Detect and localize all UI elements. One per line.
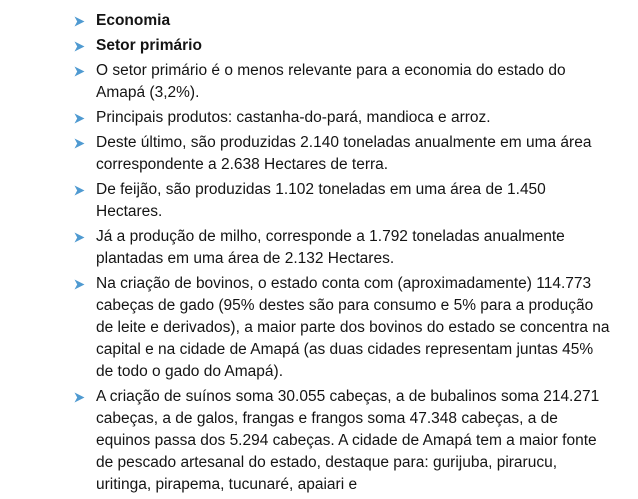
arrow-bullet-icon bbox=[74, 10, 86, 32]
bullet-item bbox=[74, 226, 614, 270]
bullet-item bbox=[74, 179, 614, 223]
arrow-bullet-icon bbox=[74, 132, 86, 154]
bullet-item bbox=[74, 10, 614, 32]
bullet-item bbox=[74, 107, 614, 129]
arrow-bullet-icon bbox=[74, 107, 86, 129]
bullet-text: Deste último, são produzidas 2.140 toneladas anualmente em uma área correspondente a 2.638 Hectares de terra. bbox=[96, 134, 592, 173]
bullet-text: Economia bbox=[96, 12, 171, 29]
bullet-text: Já a produção de milho, corresponde a 1.792 toneladas anualmente plantadas em uma área de 2.132 Hectares. bbox=[96, 228, 565, 267]
bullet-item bbox=[74, 273, 614, 383]
bullet-text: Principais produtos: castanha-do-pará, mandioca e arroz. bbox=[96, 109, 491, 126]
bullet-text: Na criação de bovinos, o estado conta com (aproximadamente) 114.773 cabeças de gado (95% destes são para consumo e 5% para a produção de leite e derivados), a maior parte dos bovinos do estado se concentra na capital e na cidade de Amapá (as duas cidades representam juntas 45% de todo o gado do Amapá). bbox=[96, 275, 610, 380]
bullet-text: A criação de suínos soma 30.055 cabeças, a de bubalinos soma 214.271 cabeças, a de galos, frangas e frangos soma 47.348 cabeças, a de equinos passa dos 5.294 cabeças. A cidade de Amapá tem a maior fonte de pescado artesanal do estado, destaque para: gurijuba, pirarucu, uritinga, pirapema, tucunaré, apaiari e bbox=[96, 388, 600, 493]
bullet-text: Setor primário bbox=[96, 37, 202, 54]
bullet-item bbox=[74, 132, 614, 176]
bullet-list bbox=[74, 10, 614, 499]
arrow-bullet-icon bbox=[74, 35, 86, 57]
arrow-bullet-icon bbox=[74, 179, 86, 201]
bullet-item bbox=[74, 35, 614, 57]
bullet-item bbox=[74, 60, 614, 104]
arrow-bullet-icon bbox=[74, 386, 86, 408]
arrow-bullet-icon bbox=[74, 226, 86, 248]
bullet-text: O setor primário é o menos relevante para a economia do estado do Amapá (3,2%). bbox=[96, 62, 566, 101]
arrow-bullet-icon bbox=[74, 60, 86, 82]
arrow-bullet-icon bbox=[74, 273, 86, 295]
bullet-item bbox=[74, 386, 614, 496]
bullet-text: De feijão, são produzidas 1.102 toneladas em uma área de 1.450 Hectares. bbox=[96, 181, 546, 220]
